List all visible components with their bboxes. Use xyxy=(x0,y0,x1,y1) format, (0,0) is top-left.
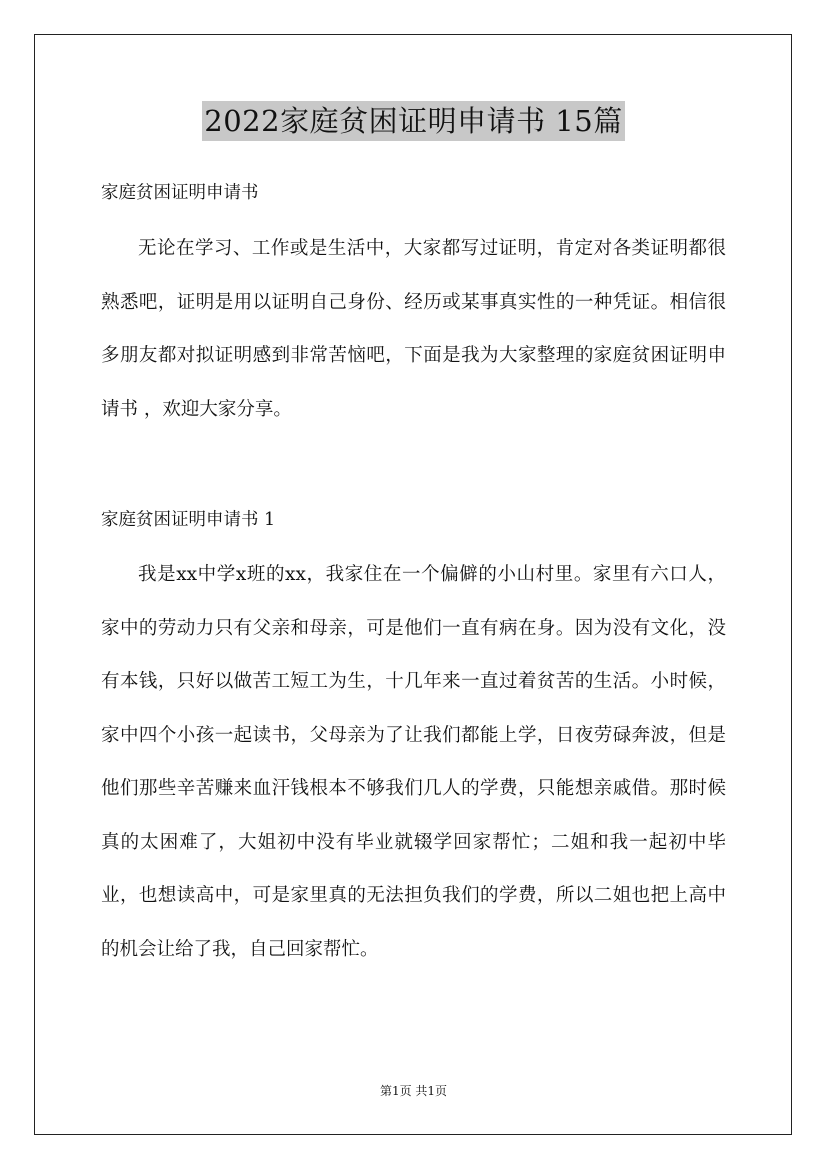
page-footer: 第1页 共1页 xyxy=(379,1084,448,1098)
intro-heading: 家庭贫困证明申请书 xyxy=(101,183,259,203)
title-container xyxy=(0,101,827,141)
intro-paragraph: 无论在学习、工作或是生活中，大家都写过证明，肯定对各类证明都很熟悉吧，证明是用以证明自己身份、经历或某事真实性的一种凭证。相信很多朋友都对拟证明感到非常苦恼吧，下面是我为大家整理的家庭贫困证明申请书 ，欢迎大家分享。 xyxy=(101,238,726,420)
section-1-paragraph: 我是xx中学x班的xx，我家住在一个偏僻的小山村里。家里有六口人，家中的劳动力只有父亲和母亲，可是他们一直有病在身。因为没有文化，没有本钱，只好以做苦工短工为生，十几年来一直过着贫苦的生活。小时候，家中四个小孩一起读书，父母亲为了让我们都能上学，日夜劳碌奔波，但是他们那些辛苦赚来血汗钱根本不够我们几人的学费，只能想亲戚借。那时候真的太困难了，大姐初中没有毕业就辍学回家帮忙；二姐和我一起初中毕业，也想读高中，可是家里真的无法担负我们的学费，所以二姐也把上高中的机会让给了我，自己回家帮忙。 xyxy=(101,564,726,960)
section-1-heading: 家庭贫困证明申请书 1 xyxy=(101,510,276,530)
document-title: 2022家庭贫困证明申请书 15篇 xyxy=(202,101,624,141)
